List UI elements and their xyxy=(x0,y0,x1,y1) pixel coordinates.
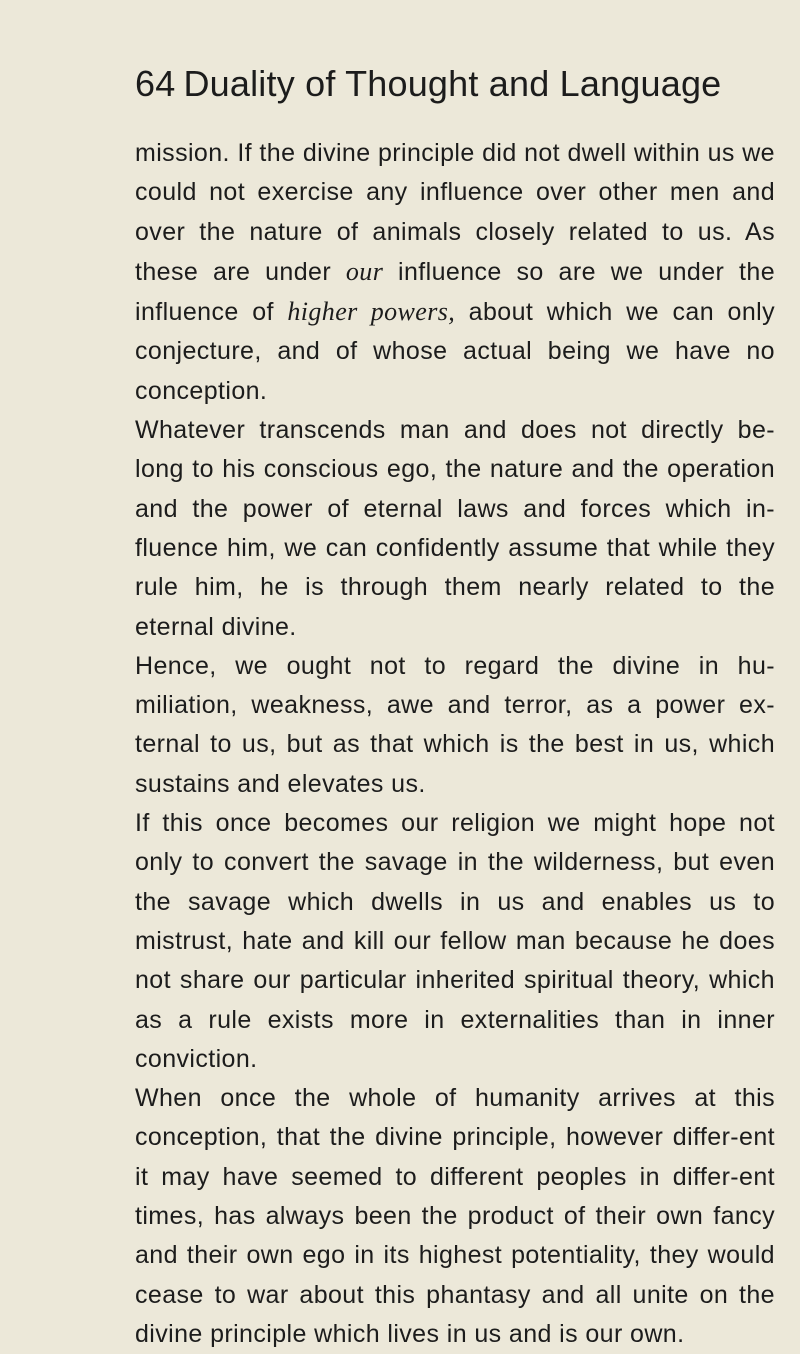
paragraph-4: If this once becomes our religion we might hope not only to convert the savage in the wilderness, but even the savage which dwells in us and enables us to mistrust, hate and kill our fellow man because he does not share our particular inherited spiritual theory, which as a rule exists more in externalities than in inner conviction. xyxy=(135,809,775,1073)
paragraph-5: When once the whole of humanity arrives at this conception, that the divine principle, however differ-ent it may have seemed to different peoples in differ-ent times, has always been the product of their own fancy and their own ego in its highest potentiality, they would cease to war about this phantasy and all unite on the divine principle which lives in us and is our own. xyxy=(135,1084,775,1348)
paragraph-1-text-a: mission. If the divine principle did not dwell within us we could not exercise any influence over other men and over the nature of animals closely related to us. As these are under xyxy=(135,139,775,286)
page-number: 64 xyxy=(135,63,176,104)
paragraph-2: Whatever transcends man and does not directly be-long to his conscious ego, the nature and the operation and the power of eternal laws and forces which in-fluence him, we can confidently assume that while they rule him, he is through them nearly related to the eternal divine. xyxy=(135,416,775,641)
running-head xyxy=(135,62,721,106)
paragraph-1-text-c: about which we can only conjecture, and of whose actual being we have no conception. xyxy=(135,298,775,405)
chapter-title: Duality of Thought and Language xyxy=(183,63,722,104)
body-text xyxy=(135,134,775,1354)
emphasis-our: our xyxy=(345,256,384,286)
emphasis-higher-powers: higher powers, xyxy=(287,297,456,327)
paragraph-3: Hence, we ought not to regard the divine in hu-miliation, weakness, awe and terror, as a power ex-ternal to us, but as that which is the best in us, which sustains and elevates us. xyxy=(135,651,775,798)
paragraph-1 xyxy=(135,134,775,411)
paragraph-1-text-b: influence so are we under the influence of xyxy=(135,257,775,327)
